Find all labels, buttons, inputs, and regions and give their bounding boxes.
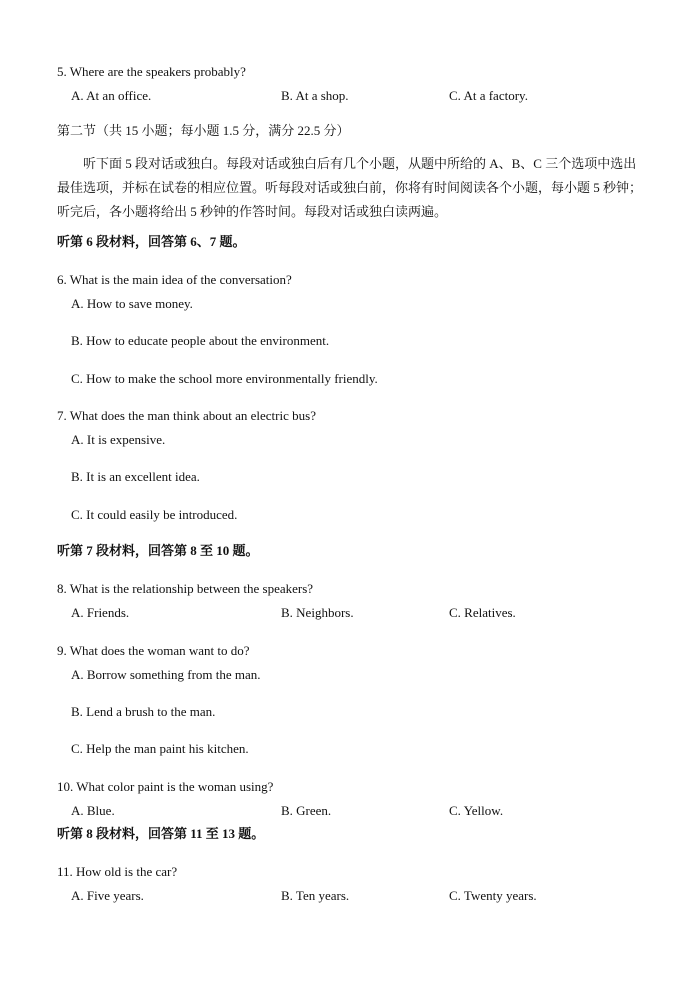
question-9-option-c: C. Help the man paint his kitchen. xyxy=(71,741,249,756)
material-7-heading: 听第 7 段材料，回答第 8 至 10 题。 xyxy=(57,543,259,558)
question-8-option-b: B. Neighbors. xyxy=(281,605,354,620)
question-8: 8. What is the relationship between the speakers? xyxy=(57,581,314,596)
section-2-header: 第二节（共 15 小题；每小题 1.5 分，满分 22.5 分） xyxy=(57,123,350,138)
question-8-option-c: C. Relatives. xyxy=(449,605,516,620)
question-8-option-a: A. Friends. xyxy=(71,605,130,620)
question-6-option-b: B. How to educate people about the environment. xyxy=(71,333,330,348)
question-9: 9. What does the woman want to do? xyxy=(57,643,250,658)
question-10-option-b: B. Green. xyxy=(281,803,332,818)
question-11: 11. How old is the car? xyxy=(57,864,178,879)
question-9-option-b: B. Lend a brush to the man. xyxy=(71,704,216,719)
question-5-option-b: B. At a shop. xyxy=(281,88,349,103)
question-10-option-c: C. Yellow. xyxy=(449,803,504,818)
question-11-option-b: B. Ten years. xyxy=(281,888,350,903)
question-5-option-a: A. At an office. xyxy=(71,88,152,103)
question-5-option-c: C. At a factory. xyxy=(449,88,528,103)
question-11-option-c: C. Twenty years. xyxy=(449,888,537,903)
question-7-option-c: C. It could easily be introduced. xyxy=(71,507,238,522)
material-6-heading: 听第 6 段材料，回答第 6、7 题。 xyxy=(57,234,246,249)
question-7-option-b: B. It is an excellent idea. xyxy=(71,469,200,484)
question-10: 10. What color paint is the woman using? xyxy=(57,779,274,794)
question-9-option-a: A. Borrow something from the man. xyxy=(71,667,261,682)
material-8-heading: 听第 8 段材料，回答第 11 至 13 题。 xyxy=(57,826,265,841)
question-6-option-c: C. How to make the school more environmentally friendly. xyxy=(71,371,378,386)
question-5: 5. Where are the speakers probably? xyxy=(57,64,246,79)
question-7: 7. What does the man think about an electric bus? xyxy=(57,408,316,423)
question-6-option-a: A. How to save money. xyxy=(71,296,193,311)
question-7-option-a: A. It is expensive. xyxy=(71,432,166,447)
section-2-instructions: 听下面 5 段对话或独白。每段对话或独白后有几个小题，从题中所给的 A、B、C 三个选项中选出最佳选项，并标在试卷的相应位置。听每段对话或独白前，你将有时间阅读各个小题，每小题 5 秒钟；听完后，各小题将给出 5 秒钟的作答时间。每段对话或独白读两遍。 xyxy=(57,156,643,219)
question-10-option-a: A. Blue. xyxy=(71,803,115,818)
question-11-option-a: A. Five years. xyxy=(71,888,144,903)
question-6: 6. What is the main idea of the conversation? xyxy=(57,272,292,287)
